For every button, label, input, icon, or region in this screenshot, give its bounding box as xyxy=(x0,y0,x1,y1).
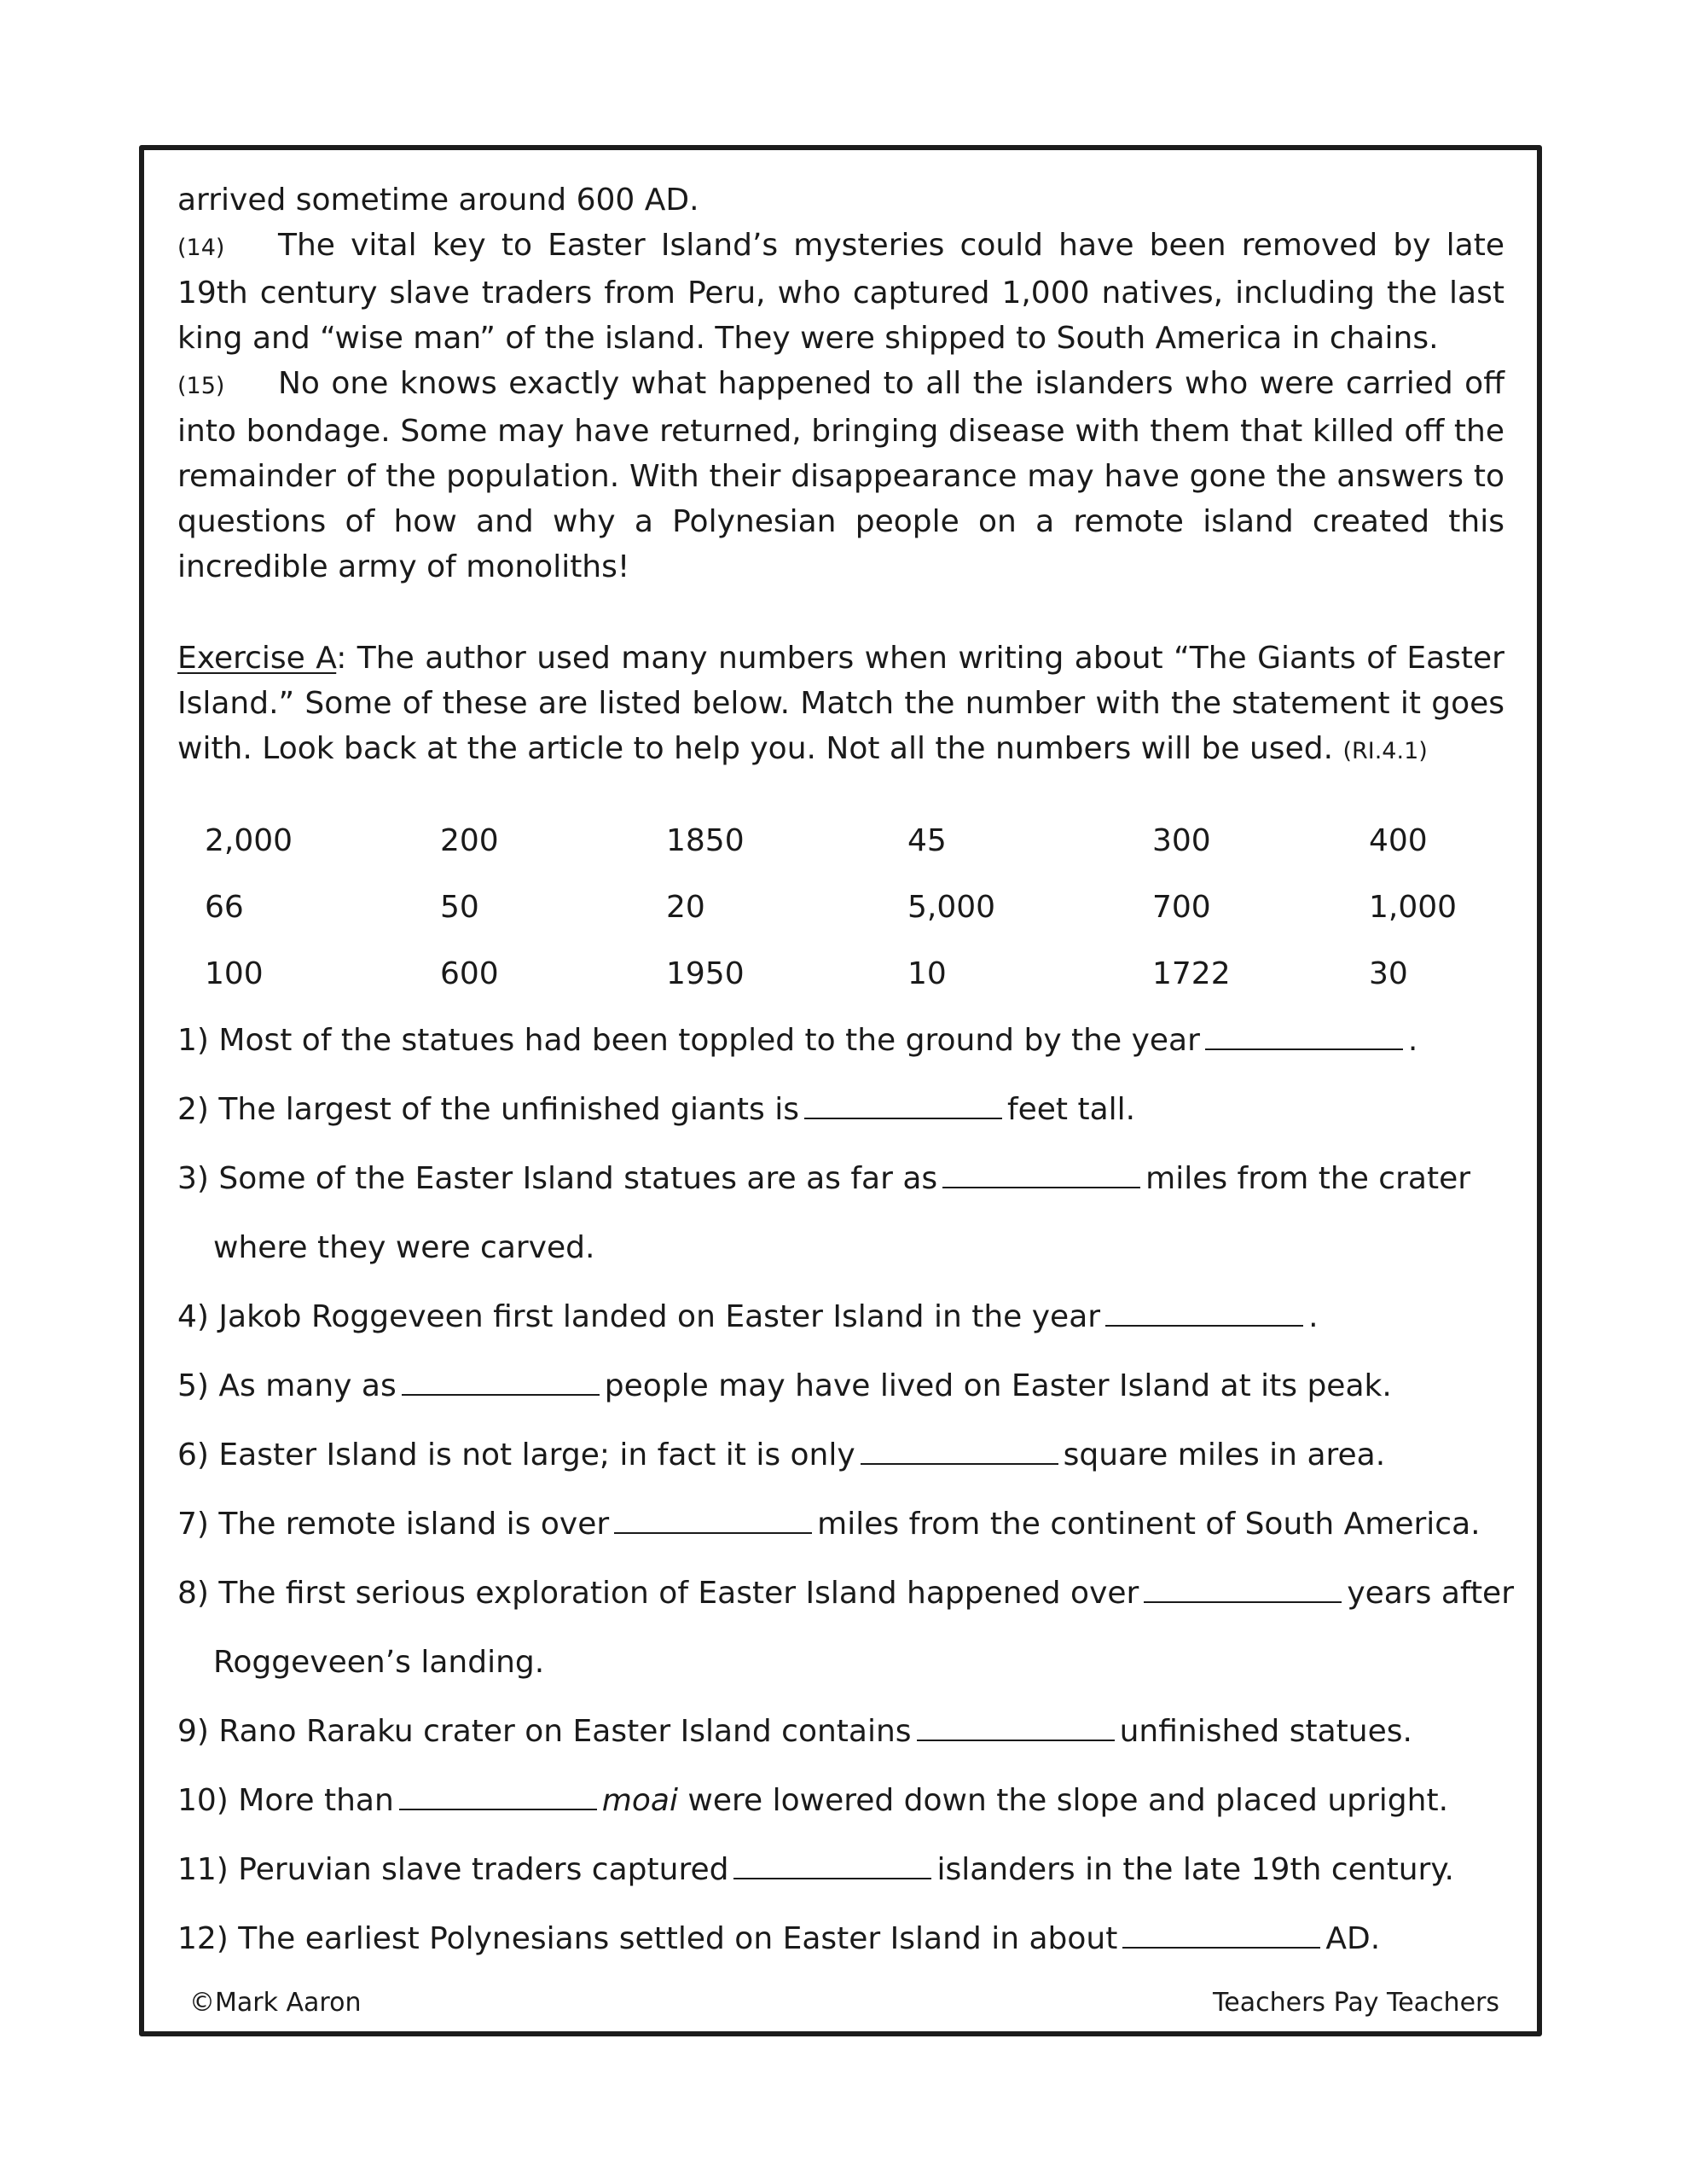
answer-blank[interactable] xyxy=(399,1780,597,1810)
question-text: 8) The first serious exploration of Easter Island happened over xyxy=(177,1576,1139,1611)
question-8 xyxy=(177,1571,1515,1640)
question-2 xyxy=(177,1087,1504,1156)
number-option: 1950 xyxy=(666,956,745,991)
question-3 xyxy=(177,1156,1504,1225)
question-text: 10) More than xyxy=(177,1783,394,1818)
question-8-continuation: Roggeveen’s landing. xyxy=(213,1645,545,1680)
question-list xyxy=(177,1018,1515,1985)
paragraph-text: No one knows exactly what happened to all the islanders who were carried off into bondage. Some may have returned, bringing disease with them that killed off the remainder of the population. With their disappearance may have gone the answers to questions of how and why a Polynesian people on a remote island created this incredible army of monoliths! xyxy=(177,366,1504,584)
answer-blank[interactable] xyxy=(1205,1019,1403,1050)
number-option: 400 xyxy=(1369,823,1428,858)
number-option: 300 xyxy=(1152,823,1211,858)
number-bank xyxy=(205,818,1504,1018)
number-option: 50 xyxy=(440,890,479,925)
answer-blank[interactable] xyxy=(917,1711,1115,1741)
number-bank-row xyxy=(205,818,1504,885)
number-bank-row xyxy=(205,951,1504,1018)
question-1 xyxy=(177,1018,1504,1087)
question-10 xyxy=(177,1778,1504,1847)
question-9 xyxy=(177,1709,1504,1778)
number-option: 20 xyxy=(666,890,705,925)
copyright-text: ©Mark Aaron xyxy=(189,1988,362,2018)
paragraph-text: The vital key to Easter Island’s mysteries could have been removed by late 19th century slave traders from Peru, who captured 1,000 natives, including the last king and “wise man” of the island. They were shipped to South America in chains. xyxy=(177,228,1504,356)
question-3-continuation: where they were carved. xyxy=(213,1230,595,1265)
answer-blank[interactable] xyxy=(804,1089,1002,1119)
question-7 xyxy=(177,1502,1504,1571)
exercise-label: Exercise A xyxy=(177,641,337,676)
question-text-end: AD. xyxy=(1325,1921,1381,1956)
answer-blank[interactable] xyxy=(1122,1918,1320,1949)
answer-blank[interactable] xyxy=(614,1503,812,1534)
number-option: 30 xyxy=(1369,956,1408,991)
passage-line: arrived sometime around 600 AD. xyxy=(177,183,699,218)
question-12 xyxy=(177,1916,1504,1985)
answer-blank[interactable] xyxy=(733,1849,931,1879)
number-option: 1850 xyxy=(666,823,745,858)
worksheet-content xyxy=(177,177,1515,1985)
question-6 xyxy=(177,1432,1504,1502)
question-text-end: . xyxy=(1407,1023,1418,1058)
question-text-end: square miles in area. xyxy=(1063,1438,1386,1472)
exercise-instructions xyxy=(177,636,1504,774)
question-text: 5) As many as xyxy=(177,1368,397,1403)
question-text: 4) Jakob Roggeveen first landed on Easter Island in the year xyxy=(177,1299,1101,1334)
paragraph-15 xyxy=(177,361,1504,590)
question-text-end: miles from the continent of South America. xyxy=(817,1507,1481,1542)
publisher-text: Teachers Pay Teachers xyxy=(1213,1988,1499,2018)
question-text: 9) Rano Raraku crater on Easter Island contains xyxy=(177,1714,912,1749)
number-option: 700 xyxy=(1152,890,1211,925)
paragraph-number: (15) xyxy=(177,373,225,399)
paragraph-14 xyxy=(177,223,1504,361)
question-text-end: islanders in the late 19th century. xyxy=(936,1852,1454,1887)
paragraph-number: (14) xyxy=(177,235,225,261)
number-option: 66 xyxy=(205,890,244,925)
answer-blank[interactable] xyxy=(1144,1572,1342,1603)
number-option: 100 xyxy=(205,956,264,991)
question-text-end: people may have lived on Easter Island at its peak. xyxy=(604,1368,1392,1403)
standard-code: (RI.4.1) xyxy=(1342,738,1428,764)
question-text: 12) The earliest Polynesians settled on Easter Island in about xyxy=(177,1921,1118,1956)
question-text: 3) Some of the Easter Island statues are as far as xyxy=(177,1161,938,1196)
question-text: 1) Most of the statues had been toppled to the ground by the year xyxy=(177,1023,1200,1058)
answer-blank[interactable] xyxy=(861,1434,1058,1465)
answer-blank[interactable] xyxy=(402,1365,600,1396)
number-bank-row xyxy=(205,885,1504,951)
question-italic-term: moai xyxy=(601,1783,678,1818)
question-11 xyxy=(177,1847,1504,1916)
number-option: 5,000 xyxy=(907,890,996,925)
answer-blank[interactable] xyxy=(1105,1296,1303,1327)
exercise-text: : The author used many numbers when writing about “The Giants of Easter Island.” Some of these are listed below. Match the number with the statement it goes with. Look back at the article to help you. Not all the numbers will be used. xyxy=(177,641,1504,766)
number-option: 1722 xyxy=(1152,956,1231,991)
question-text: 11) Peruvian slave traders captured xyxy=(177,1852,729,1887)
number-option: 600 xyxy=(440,956,499,991)
question-text: 7) The remote island is over xyxy=(177,1507,610,1542)
number-option: 45 xyxy=(907,823,947,858)
number-option: 2,000 xyxy=(205,823,293,858)
question-text-end: unfinished statues. xyxy=(1119,1714,1412,1749)
question-text: 6) Easter Island is not large; in fact it is only xyxy=(177,1438,855,1472)
number-option: 200 xyxy=(440,823,499,858)
number-option: 1,000 xyxy=(1369,890,1458,925)
question-text-end: feet tall. xyxy=(1006,1092,1136,1127)
question-4 xyxy=(177,1294,1504,1363)
question-text-end: . xyxy=(1308,1299,1319,1334)
answer-blank[interactable] xyxy=(942,1158,1140,1188)
question-text-end: years after xyxy=(1347,1576,1515,1611)
question-text-end: were lowered down the slope and placed upright. xyxy=(687,1783,1449,1818)
question-text: 2) The largest of the unfinished giants is xyxy=(177,1092,799,1127)
number-option: 10 xyxy=(907,956,947,991)
question-5 xyxy=(177,1363,1504,1432)
question-text-end: miles from the crater xyxy=(1145,1161,1471,1196)
